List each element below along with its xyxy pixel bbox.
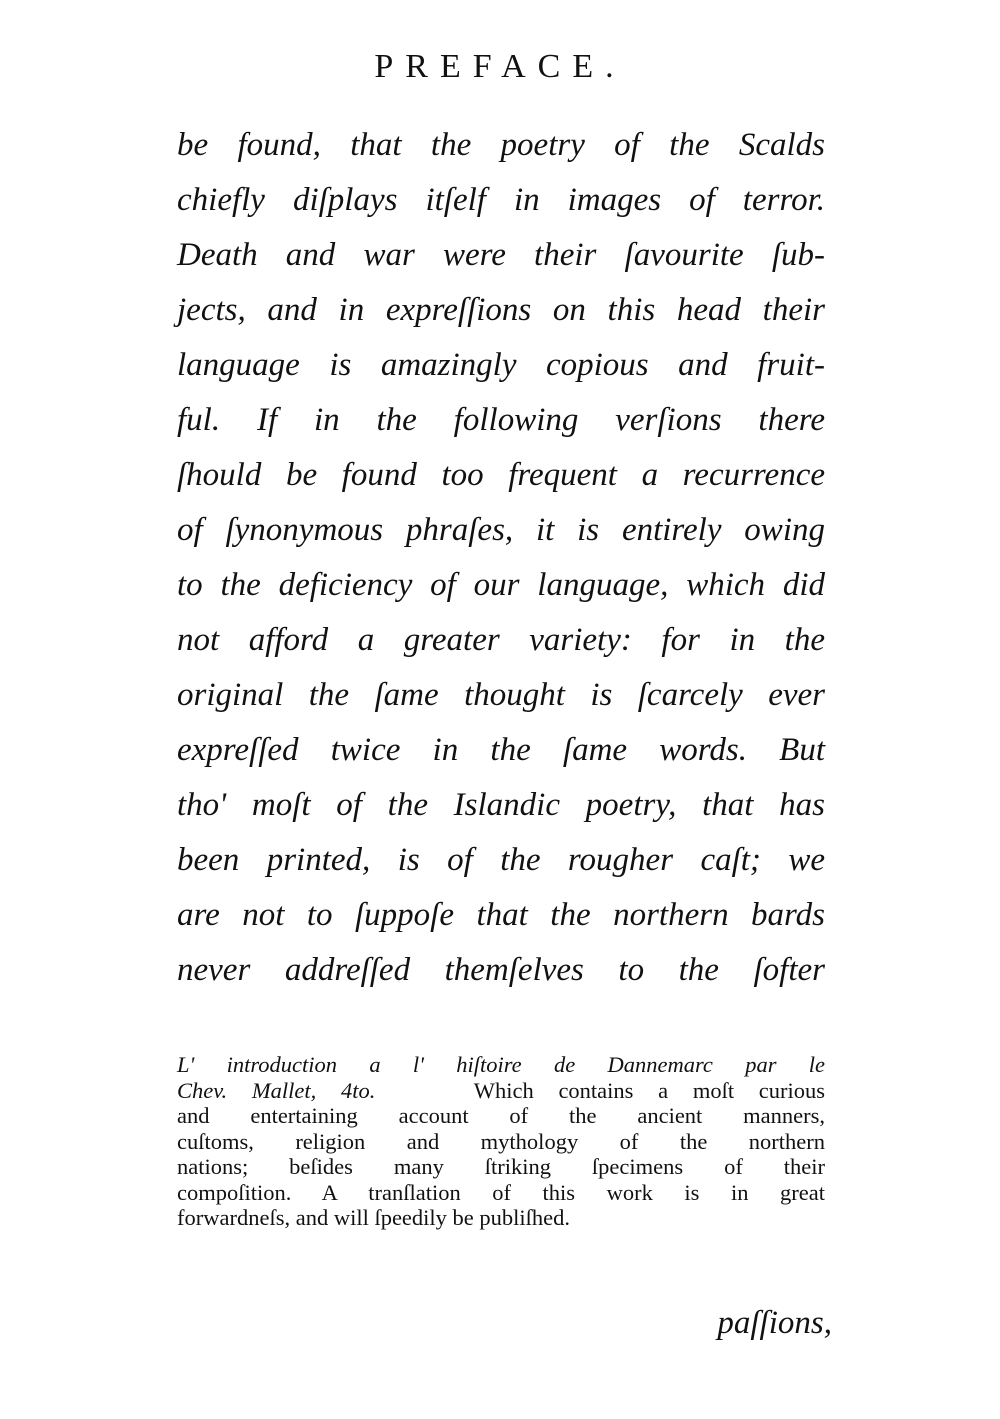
footnote-text: Which contains a moſt curious [473, 1077, 826, 1103]
body-text [177, 118, 825, 998]
body-line: jects, and in expreſſions on this head their [177, 292, 825, 328]
body-line: never addreſſed themſelves to the ſofter [177, 952, 825, 988]
footnote-line: cuſtoms, religion and mythology of the northern [177, 1128, 825, 1154]
body-line: of ſynonymous phraſes, it is entirely owing [177, 512, 825, 548]
body-line: ſhould be found too frequent a recurrence [177, 457, 825, 493]
footnote-line: and entertaining account of the ancient manners, [177, 1103, 825, 1128]
catchword: paſſions, [717, 1305, 832, 1341]
body-line: tho' moſt of the Islandic poetry, that has [177, 787, 825, 823]
body-line: are not to ſuppoſe that the northern bards [177, 897, 825, 933]
body-line: not afford a greater variety: for in the [177, 622, 825, 658]
body-line: chiefly diſplays itſelf in images of terror. [177, 182, 825, 218]
footnote-line: nations; beſides many ſtriking ſpecimens of their [177, 1154, 825, 1179]
footnote-line: forwardneſs, and will ſpeedily be publiſhed. [177, 1205, 571, 1230]
page-title: PREFACE. [374, 48, 626, 85]
body-line: be found, that the poetry of the Scalds [177, 127, 825, 163]
body-line: to the deficiency of our language, which did [177, 567, 825, 603]
footnote-citation: Chev. Mallet, 4to. [177, 1077, 376, 1103]
body-line: been printed, is of the rougher caſt; we [177, 842, 825, 878]
body-line: ful. If in the following verſions there [177, 402, 825, 438]
footnote-line: L' introduction a l' hiſtoire de Dannemarc par le [177, 1052, 825, 1077]
footnote-line [177, 1078, 825, 1104]
body-line: language is amazingly copious and fruit- [177, 347, 825, 383]
body-line: Death and war were their ſavourite ſub- [177, 237, 825, 273]
footnote-line: compoſition. A tranſlation of this work is in great [177, 1179, 825, 1205]
body-line: expreſſed twice in the ſame words. But [177, 732, 825, 768]
body-line: original the ſame thought is ſcarcely ever [177, 677, 825, 713]
footnote [177, 1052, 825, 1231]
